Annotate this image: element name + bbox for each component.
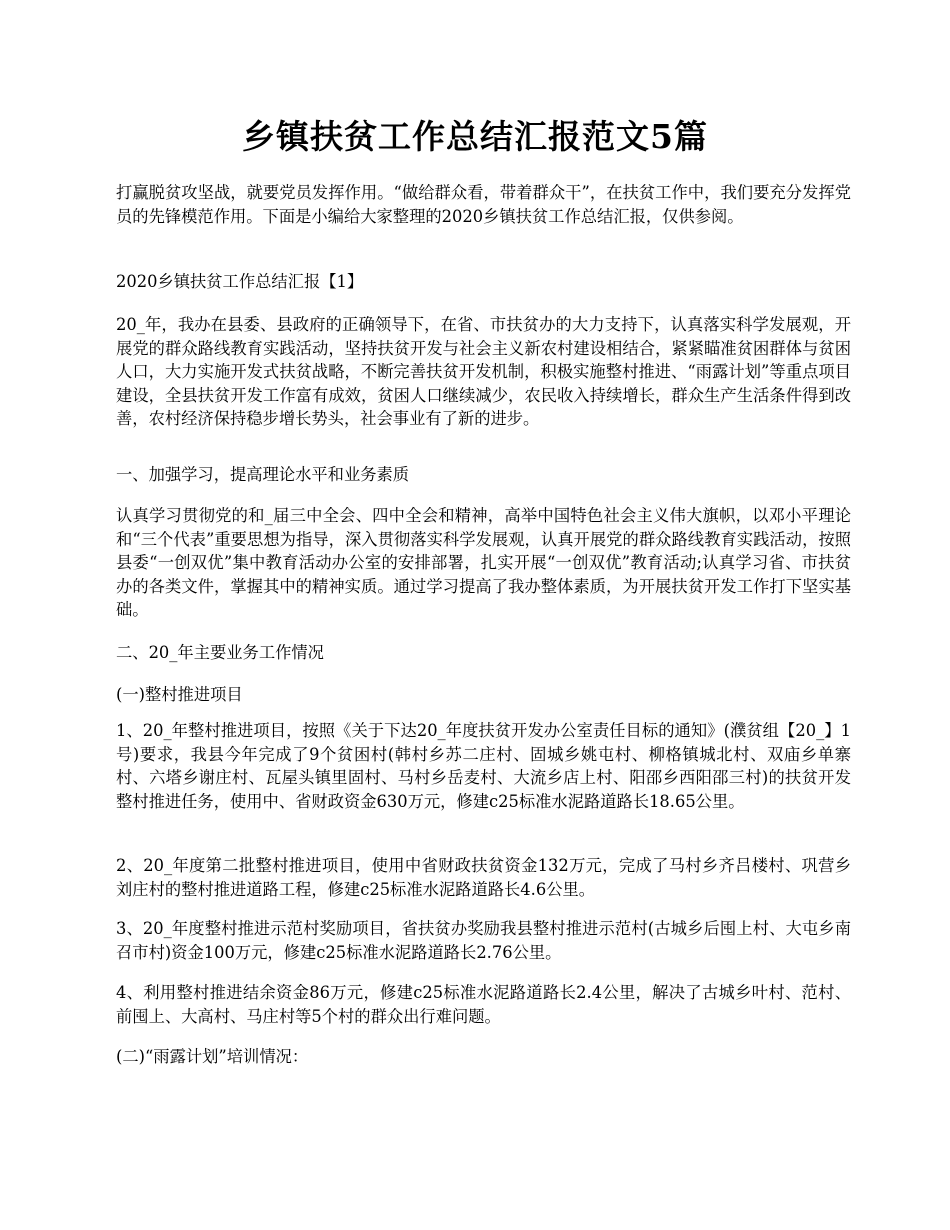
item-1-paragraph: 1、20_年整村推进项目，按照《关于下达20_年度扶贫开发办公室责任目标的通知》(濮贫组【20_】1号)要求，我县今年完成了9个贫困村(韩村乡苏二庄村、固城乡姚屯村、柳格镇城北村、双庙乡单寨村、六塔乡谢庄村、瓦屋头镇里固村、马村乡岳麦村、大流乡店上村、阳邵乡西阳邵三村)的扶贫开发整村推进任务，使用中、省财政资金630万元，修建c25标准水泥路道路长18.65公里。 (116, 721, 851, 811)
subheading-village-projects: (一)整村推进项目 (116, 685, 243, 704)
section-heading-report-1: 2020乡镇扶贫工作总结汇报【1】 (116, 272, 364, 291)
intro-paragraph: 打赢脱贫攻坚战，就要党员发挥作用。“做给群众看，带着群众干”，在扶贫工作中，我们要充分发挥党员的先锋模范作用。下面是小编给大家整理的2020乡镇扶贫工作总结汇报，仅供参阅。 (116, 183, 851, 226)
document-title: 乡镇扶贫工作总结汇报范文5篇 (242, 117, 708, 156)
study-paragraph: 认真学习贯彻党的和_届三中全会、四中全会和精神，高举中国特色社会主义伟大旗帜，以邓小平理论和“三个代表”重要思想为指导，深入贯彻落实科学发展观，认真开展党的群众路线教育实践活动，按照县委“一创双优”集中教育活动办公室的安排部署，扎实开展“一创双优”教育活动;认真学习省、市扶贫办的各类文件，掌握其中的精神实质。通过学习提高了我办整体素质，为开展扶贫开发工作打下坚实基础。 (116, 506, 851, 619)
item-3-paragraph: 3、20_年度整村推进示范村奖励项目，省扶贫办奖励我县整村推进示范村(古城乡后囤上村、大屯乡南召市村)资金100万元，修建c25标准水泥路道路长2.76公里。 (116, 919, 851, 962)
heading-main-work: 二、20_年主要业务工作情况 (116, 643, 324, 662)
overview-paragraph: 20_年，我办在县委、县政府的正确领导下，在省、市扶贫办的大力支持下，认真落实科学发展观，开展党的群众路线教育实践活动，坚持扶贫开发与社会主义新农村建设相结合，紧紧瞄准贫困群体与贫困人口，大力实施开发式扶贫战略，不断完善扶贫开发机制，积极实施整村推进、“雨露计划”等重点项目建设，全县扶贫开发工作富有成效，贫困人口继续减少，农民收入持续增长，群众生产生活条件得到改善，农村经济保持稳步增长势头，社会事业有了新的进步。 (116, 315, 851, 428)
item-2-paragraph: 2、20_年度第二批整村推进项目，使用中省财政扶贫资金132万元，完成了马村乡齐吕楼村、巩营乡刘庄村的整村推进道路工程，修建c25标准水泥路道路长4.6公里。 (116, 856, 851, 899)
subheading-yulu-plan: (二)“雨露计划”培训情况： (116, 1047, 309, 1066)
item-4-paragraph: 4、利用整村推进结余资金86万元，修建c25标准水泥路道路长2.4公里，解决了古城乡叶村、范村、前囤上、大高村、马庄村等5个村的群众出行难问题。 (116, 983, 851, 1026)
heading-strengthen-study: 一、加强学习，提高理论水平和业务素质 (116, 465, 410, 484)
